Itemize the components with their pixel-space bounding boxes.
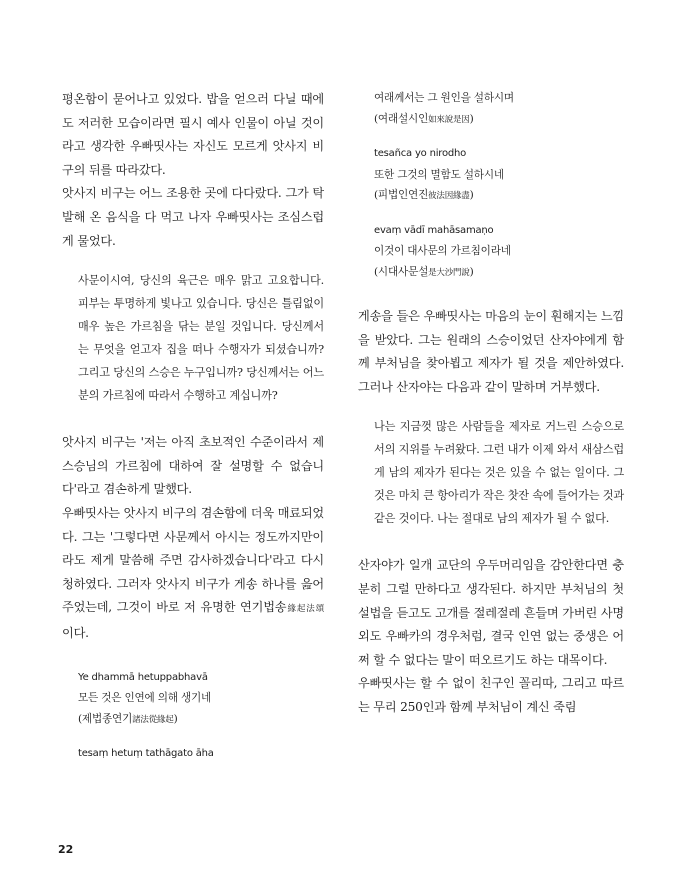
verse-note: (여래설시인如來說是因) xyxy=(374,112,474,125)
paragraph: 우빠띳사는 앗사지 비구의 겸손함에 더욱 매료되었다. 그는 '그렇다면 사문께서 아시는 정도까지만이라도 제게 말씀해 주면 감사하겠습니다'라고 다시 청하였다. 그러자 앗사지 비구가 게송 하나를 읊어 주었는데, 그것이 바로 저 유명한 연기법송緣起法頌이다. xyxy=(62,505,324,640)
paragraph: 게송을 들은 우빠띳사는 마음의 눈이 훤해지는 느낌을 받았다. 그는 원래의 스승이었던 산자야에게 함께 부처님을 찾아뵙고 제자가 될 것을 제안하였다. 그러나 산자야는 다음과 같이 말하며 거부했다. xyxy=(358,309,624,394)
quote-text: 사문이시여, 당신의 육근은 매우 맑고 고요합니다. 피부는 투명하게 빛나고 있습니다. 당신은 틀림없이 매우 높은 가르침을 닦는 분일 것입니다. 당신께서는 무엇을 얻고자 집을 떠나 수행자가 되셨습니까? 그리고 당신의 스승은 누구입니까? 당신께서는 어느 분의 가르침에 따라서 수행하고 계십니까? xyxy=(78,274,324,403)
verse-korean: 또한 그것의 멸함도 설하시네 xyxy=(374,168,504,181)
block-quote xyxy=(374,415,624,530)
quote-text: 나는 지금껏 많은 사람들을 제자로 거느린 스승으로서의 지위를 누려왔다. 그런 내가 이제 와서 새삼스럽게 남의 제자가 된다는 것은 있을 수 없는 일이다. 그것은 마치 큰 항아리가 작은 찻잔 속에 들어가는 것과 같은 것이다. 나는 절대로 남의 제자가 될 수 없다. xyxy=(374,420,624,526)
paragraph: 앗사지 비구는 어느 조용한 곳에 다다랐다. 그가 탁발해 온 음식을 다 먹고 나자 우빠띳사는 조심스럽게 물었다. xyxy=(62,186,324,248)
verse-korean: 여래께서는 그 원인을 설하시며 xyxy=(374,92,514,104)
verse-pali: tesaṃ hetuṃ tathāgato āha xyxy=(78,748,214,759)
block-quote xyxy=(78,269,324,407)
page-number: 22 xyxy=(58,843,74,856)
verse-pali: evaṃ vādī mahāsamaṇo xyxy=(374,224,494,236)
verse-korean: 모든 것은 인연에 의해 생기네 xyxy=(78,692,212,704)
paragraph: 앗사지 비구는 '저는 아직 초보적인 수준이라서 제 스승님의 가르침에 대하여 잘 설명할 수 없습니다'라고 겸손하게 말했다. xyxy=(62,435,324,497)
paragraph: 산자야가 일개 교단의 우두머리임을 감안한다면 충분히 그럴 만하다고 생각된다. 하지만 부처님의 첫 설법을 듣고도 고개를 절레절레 흔들며 가버린 사명외도 우빠카의 경우처럼, 결국 인연 없는 중생은 어쩌 할 수 없다는 말이 떠오르기도 하는 대목이다. xyxy=(358,558,624,667)
verse-note: (시대사문설是大沙門說) xyxy=(374,265,474,278)
paragraph: 우빠띳사는 할 수 없이 친구인 꼴리따, 그리고 따르는 무리 250인과 함께 부처님이 계신 죽림 xyxy=(358,676,624,714)
left-column xyxy=(62,88,324,779)
right-column xyxy=(358,88,624,720)
verse-pali: Ye dhammā hetuppabhavā xyxy=(78,671,208,683)
verse-korean: 이것이 대사문의 가르침이라네 xyxy=(374,245,511,257)
verse-pali: tesañca yo nirodho xyxy=(374,148,467,159)
verse-note: (피법인연진彼法因緣盡) xyxy=(374,189,474,201)
paragraph: 평온함이 묻어나고 있었다. 밥을 얻으러 다닐 때에도 저러한 모습이라면 필시 예사 인물이 아닐 것이라고 생각한 우빠띳사는 자신도 모르게 앗사지 비구의 뒤를 따라갔다. xyxy=(62,92,324,177)
verse-block xyxy=(78,668,324,765)
verse-note: (제법종연기諸法從緣起) xyxy=(78,712,178,725)
verse-block xyxy=(374,88,624,283)
